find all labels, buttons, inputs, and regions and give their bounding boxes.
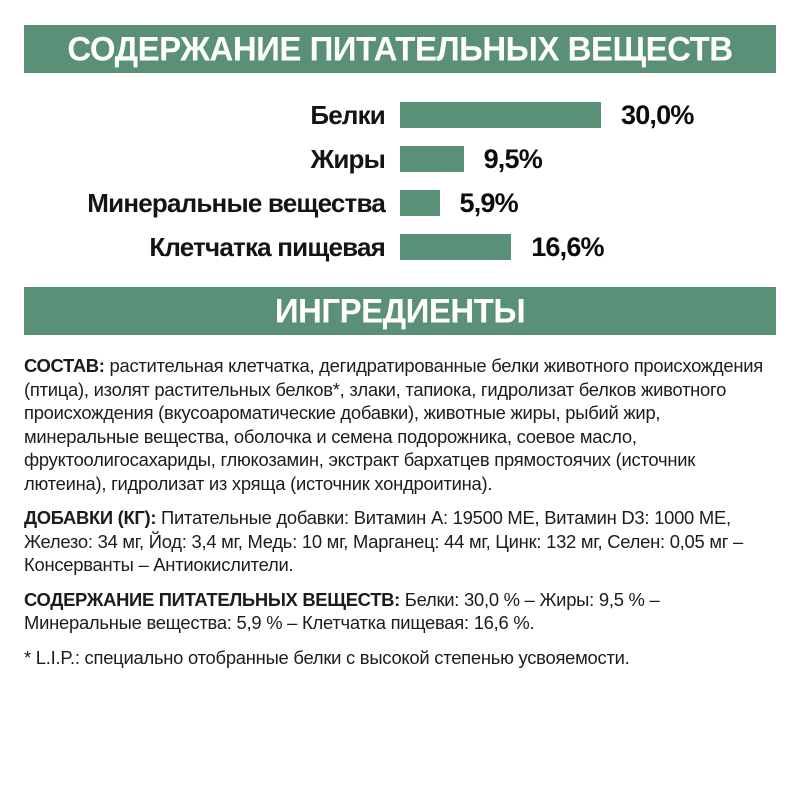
- bar: [400, 146, 464, 172]
- bar-category-label: Клетчатка пищевая: [149, 231, 385, 262]
- ingredients-header-band: [24, 287, 776, 335]
- additives-section: [24, 506, 778, 577]
- bar-category-label: Белки: [310, 99, 385, 130]
- bar-value-label: 5,9%: [459, 187, 518, 218]
- nutrition-summary-lead: СОДЕРЖАНИЕ ПИТАТЕЛЬНЫХ ВЕЩЕСТВ:: [24, 588, 400, 610]
- nutrition-header-band: [24, 25, 776, 73]
- lip-footnote-text: * L.I.P.: специально отобранные белки с высокой степенью усвояемости.: [24, 646, 630, 668]
- chart-row: [24, 187, 776, 218]
- bar-chart: [24, 99, 776, 262]
- composition-section: [24, 354, 778, 495]
- composition-lead: СОСТАВ:: [24, 355, 105, 376]
- chart-row: [24, 99, 776, 130]
- bar: [400, 102, 601, 128]
- bar-value-label: 9,5%: [483, 143, 542, 174]
- composition-text: растительная клетчатка, дегидратированные белки животного происхождения (птица), изолят растительных белков*, злаки, тапиока, гидролизат белков животного происхождения (вкусоароматические добавки), животные жиры, рыбий жир, минеральные вещества, оболочка и семена подорожника, соевое масло, фруктоолигосахариды, глюкозамин, экстракт бархатцев прямостоячих (источник лютеина), гидролизат из хряща (источник хондроитина).: [24, 355, 764, 494]
- nutrition-summary-section: [24, 588, 778, 635]
- bar-category-label: Жиры: [310, 143, 385, 174]
- bar-value-label: 16,6%: [531, 231, 604, 262]
- lip-footnote: [24, 646, 778, 670]
- chart-row: [24, 143, 776, 174]
- nutrition-summary-text: Белки: 30,0 % – Жиры: 9,5 % – Минеральные вещества: 5,9 % – Клетчатка пищевая: 16,6 %.: [24, 588, 660, 633]
- bar-value-label: 30,0%: [621, 99, 694, 130]
- additives-text: Питательные добавки: Витамин A: 19500 МЕ, Витамин D3: 1000 МЕ, Железо: 34 мг, Йод: 3,4 мг, Медь: 10 мг, Марганец: 44 мг, Цинк: 132 мг, Селен: 0,05 мг – Консерванты – Антиокислители.: [24, 507, 744, 575]
- bar: [400, 190, 440, 216]
- bar-category-label: Минеральные вещества: [87, 187, 385, 218]
- nutrition-header-title: СОДЕРЖАНИЕ ПИТАТЕЛЬНЫХ ВЕЩЕСТВ: [67, 29, 733, 68]
- ingredients-header-title: ИНГРЕДИЕНТЫ: [274, 291, 526, 330]
- text-sections: [24, 354, 778, 669]
- chart-row: [24, 231, 776, 262]
- additives-lead: ДОБАВКИ (КГ):: [24, 507, 157, 528]
- bar: [400, 234, 511, 260]
